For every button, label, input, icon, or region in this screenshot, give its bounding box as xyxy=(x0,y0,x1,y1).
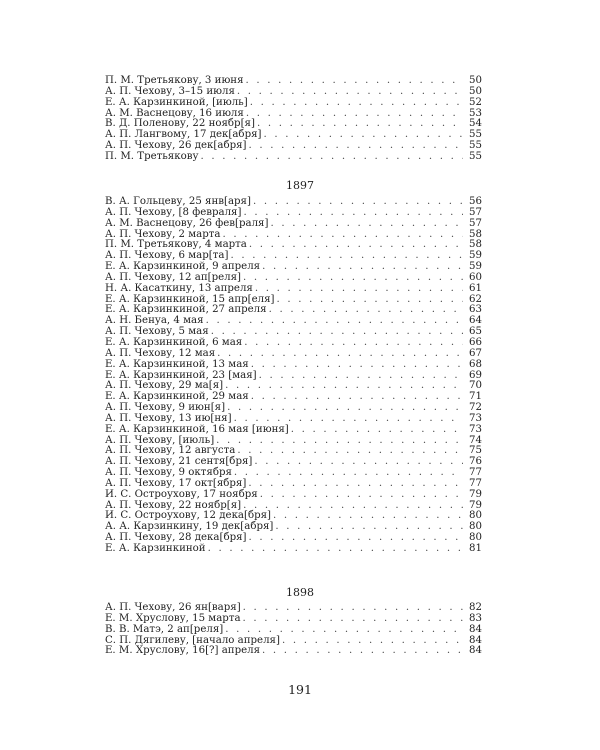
entry-title: И. С. Остроухову, 12 дека[бря] xyxy=(105,510,272,522)
dot-leader xyxy=(270,219,463,230)
dot-leader xyxy=(244,338,463,349)
dot-leader xyxy=(249,240,463,251)
entry-page: 83 xyxy=(469,612,482,624)
entry-title: С. П. Дягилеву, [начало апреля] xyxy=(105,634,280,646)
dot-leader xyxy=(216,436,463,447)
entry-title: А. М. Васнецову, 26 фев[раля] xyxy=(105,217,269,229)
entry-title: А. П. Чехову, 9 октября xyxy=(105,467,232,479)
entry-page: 58 xyxy=(469,228,482,240)
dot-leader xyxy=(234,468,463,479)
dot-leader xyxy=(249,533,463,544)
entry-title: А. П. Чехову, 12 ап[реля] xyxy=(105,271,242,283)
dot-leader xyxy=(250,98,463,109)
entry-title: Е. А. Карзинкиной, 29 мая xyxy=(105,391,249,403)
entry-page: 59 xyxy=(469,261,482,273)
entry-title: П. М. Третьякову, 3 июня xyxy=(105,75,244,86)
entry-title: А. П. Лангвому, 17 дек[абря] xyxy=(105,129,262,141)
entry-title: П. М. Третьякову xyxy=(105,150,199,162)
dot-leader xyxy=(277,295,463,306)
dot-leader xyxy=(264,130,464,141)
dot-leader xyxy=(206,316,463,327)
entry-page: 50 xyxy=(469,75,482,86)
entry-page: 82 xyxy=(469,602,482,613)
entry-title: В. В. Матэ, 2 ап[реля] xyxy=(105,623,224,635)
entry-title: А. Н. Бенуа, 4 мая xyxy=(105,315,204,327)
entry-title: В. А. Гольцеву, 25 янв[аря] xyxy=(105,196,251,207)
entry-title: Е. М. Хруслову, 16[?] апреля xyxy=(105,645,261,657)
dot-leader xyxy=(254,457,463,468)
dot-leader xyxy=(249,141,463,152)
entry-title: А. П. Чехову, 5 мая xyxy=(105,326,209,338)
dot-leader xyxy=(225,625,463,636)
entry-title: А. П. Чехову, 22 ноябр[я] xyxy=(105,499,242,511)
entry-title: А. П. Чехову, [8 февраля] xyxy=(105,206,242,218)
entry-page: 56 xyxy=(469,196,482,207)
dot-leader xyxy=(251,392,463,403)
entry-title: Е. А. Карзинкиной, 13 мая xyxy=(105,358,249,370)
entry-title: А. П. Чехову, 13 ию[ня] xyxy=(105,412,232,424)
entry-page: 55 xyxy=(469,150,482,162)
toc-entry xyxy=(105,360,482,371)
dot-leader xyxy=(243,501,463,512)
dot-leader xyxy=(223,230,464,241)
entry-title: Е. А. Карзинкиной, 6 мая xyxy=(105,336,243,348)
entry-page: 80 xyxy=(469,532,482,544)
dot-leader xyxy=(208,544,463,555)
entry-title: А. П. Чехову, 12 мая xyxy=(105,347,216,359)
entry-page: 74 xyxy=(469,434,482,446)
dot-leader xyxy=(257,119,463,130)
dot-leader xyxy=(269,305,463,316)
entry-page: 81 xyxy=(469,543,482,554)
dot-leader xyxy=(246,109,463,120)
entry-page: 84 xyxy=(469,623,482,635)
dot-leader xyxy=(243,208,463,219)
entry-title: А. П. Чехову, 29 ма[я] xyxy=(105,380,224,392)
entry-page: 68 xyxy=(469,358,482,370)
entry-page: 53 xyxy=(469,107,482,119)
year-heading-1898: 1898 xyxy=(286,586,314,599)
entry-title: А. П. Чехову, 26 дек[абря] xyxy=(105,140,247,152)
entry-title: А. П. Чехову, 28 дека[бря] xyxy=(105,532,247,544)
entry-title: А. П. Чехову, 2 марта xyxy=(105,228,221,240)
dot-leader xyxy=(260,490,463,501)
dot-leader xyxy=(246,76,463,87)
entry-title: А. П. Чехову, [июль] xyxy=(105,434,215,446)
entry-title: А. М. Васнецову, 16 июля xyxy=(105,107,244,119)
dot-leader xyxy=(282,636,463,647)
toc-section-1897 xyxy=(105,197,482,555)
entry-page: 59 xyxy=(469,250,482,262)
entry-title: П. М. Третьякову, 4 марта xyxy=(105,239,247,251)
toc-entry xyxy=(105,490,482,501)
entry-title: А. П. Чехову, 21 сентя[бря] xyxy=(105,456,253,468)
toc-section-1898 xyxy=(105,603,482,657)
entry-title: А. П. Чехову, 26 ян[варя] xyxy=(105,602,241,613)
dot-leader xyxy=(227,403,463,414)
entry-title: Н. А. Касаткину, 13 апреля xyxy=(105,282,253,294)
entry-page: 84 xyxy=(469,634,482,646)
toc-entry xyxy=(105,425,482,436)
dot-leader xyxy=(243,614,463,625)
year-heading-1897: 1897 xyxy=(286,179,314,192)
entry-title: Е. А. Карзинкиной, [июль] xyxy=(105,96,248,108)
dot-leader xyxy=(275,522,463,533)
dot-leader xyxy=(200,152,463,163)
entry-page: 58 xyxy=(469,239,482,251)
dot-leader xyxy=(273,511,463,522)
entry-page: 66 xyxy=(469,336,482,348)
entry-title: Е. А. Карзинкиной xyxy=(105,543,206,554)
entry-page: 63 xyxy=(469,304,482,316)
entry-page: 70 xyxy=(469,380,482,392)
entry-page: 77 xyxy=(469,467,482,479)
entry-title: И. С. Остроухову, 17 ноября xyxy=(105,488,258,500)
entry-title: Е. А. Карзинкиной, 23 [мая] xyxy=(105,369,257,381)
entry-title: В. Д. Поленову, 22 ноябр[я] xyxy=(105,118,255,130)
entry-page: 61 xyxy=(469,282,482,294)
entry-title: Е. А. Карзинкиной, 27 апреля xyxy=(105,304,267,316)
dot-leader xyxy=(230,251,463,262)
entry-page: 54 xyxy=(469,118,482,130)
dot-leader xyxy=(217,349,463,360)
dot-leader xyxy=(211,327,463,338)
entry-title: Е. А. Карзинкиной, 9 апреля xyxy=(105,261,261,273)
entry-title: А. П. Чехову, 12 августа xyxy=(105,445,236,457)
entry-page: 80 xyxy=(469,510,482,522)
entry-page: 73 xyxy=(469,412,482,424)
page-number: 191 xyxy=(288,682,312,697)
entry-page: 62 xyxy=(469,293,482,305)
entry-page: 75 xyxy=(469,445,482,457)
entry-title: А. А. Карзинкину, 19 дек[абря] xyxy=(105,521,274,533)
toc-entry xyxy=(105,625,482,636)
dot-leader xyxy=(248,479,463,490)
dot-leader xyxy=(237,446,463,457)
dot-leader xyxy=(262,262,463,273)
toc-entry xyxy=(105,646,482,657)
entry-title: Е. А. Карзинкиной, 16 мая [июня] xyxy=(105,423,289,435)
entry-page: 67 xyxy=(469,347,482,359)
entry-page: 79 xyxy=(469,488,482,500)
entry-page: 55 xyxy=(469,129,482,141)
entry-title: А. П. Чехову, 17 окт[ября] xyxy=(105,477,247,489)
entry-title: Е. А. Карзинкиной, 15 апр[еля] xyxy=(105,293,275,305)
dot-leader xyxy=(291,425,463,436)
entry-page: 60 xyxy=(469,271,482,283)
entry-page: 76 xyxy=(469,456,482,468)
entry-page: 80 xyxy=(469,521,482,533)
dot-leader xyxy=(251,360,463,371)
entry-page: 72 xyxy=(469,402,482,414)
dot-leader xyxy=(253,197,463,208)
entry-page: 55 xyxy=(469,140,482,152)
entry-page: 57 xyxy=(469,217,482,229)
toc-entry xyxy=(105,219,482,230)
entry-title: А. П. Чехову, 3–15 июля xyxy=(105,85,235,97)
entry-page: 79 xyxy=(469,499,482,511)
toc-entry xyxy=(105,98,482,109)
entry-page: 84 xyxy=(469,645,482,657)
entry-page: 65 xyxy=(469,326,482,338)
entry-page: 77 xyxy=(469,477,482,489)
entry-page: 52 xyxy=(469,96,482,108)
toc-entry xyxy=(105,284,482,295)
toc-section-continued xyxy=(105,76,482,163)
dot-leader xyxy=(259,371,463,382)
toc-entry xyxy=(105,152,482,163)
entry-page: 71 xyxy=(469,391,482,403)
entry-page: 64 xyxy=(469,315,482,327)
dot-leader xyxy=(262,646,463,657)
entry-title: А. П. Чехову, 9 июн[я] xyxy=(105,402,226,414)
dot-leader xyxy=(243,273,463,284)
entry-title: Е. М. Хруслову, 15 марта xyxy=(105,612,241,624)
entry-page: 69 xyxy=(469,369,482,381)
entry-page: 50 xyxy=(469,85,482,97)
dot-leader xyxy=(243,603,463,614)
toc-entry xyxy=(105,544,482,555)
dot-leader xyxy=(255,284,463,295)
dot-leader xyxy=(237,87,463,98)
entry-page: 73 xyxy=(469,423,482,435)
entry-title: А. П. Чехову, 6 мар[та] xyxy=(105,250,229,262)
entry-page: 57 xyxy=(469,206,482,218)
dot-leader xyxy=(225,381,463,392)
